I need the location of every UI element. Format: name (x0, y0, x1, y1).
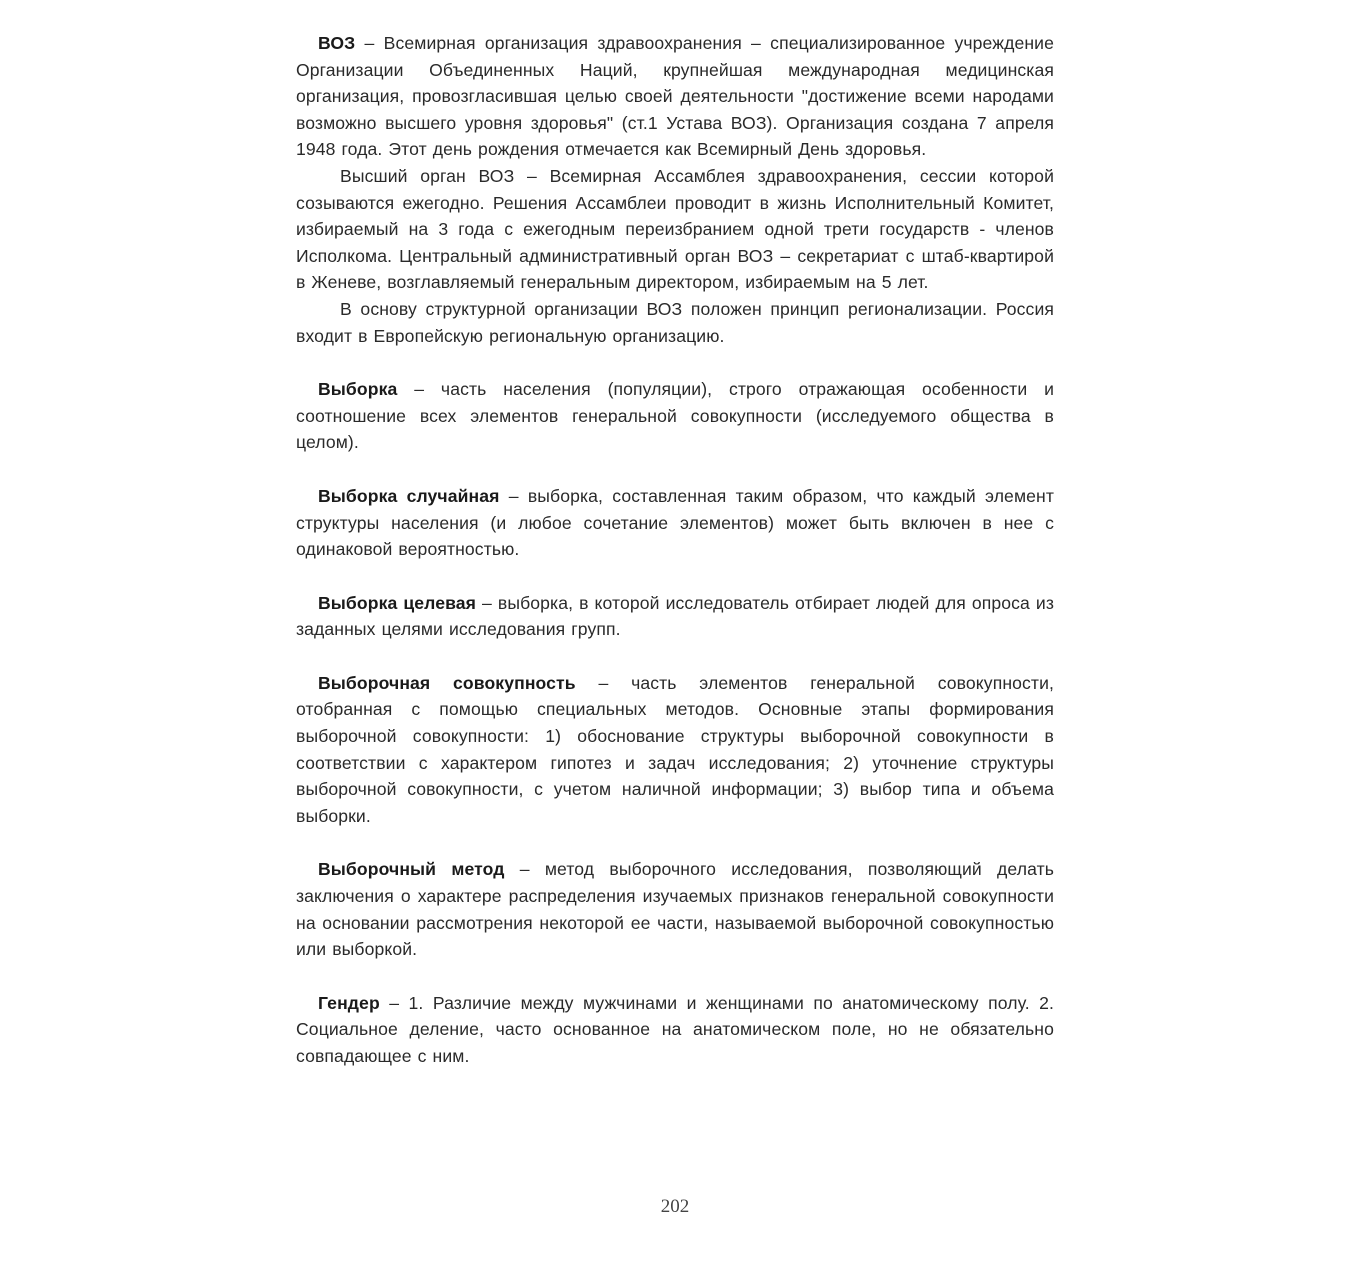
entry-term: Выборочный метод (318, 859, 505, 880)
spacer (296, 643, 1054, 670)
entry-definition: – часть элементов генеральной совокупности, отобранная с помощью специальных методов. Основные этапы формирования выборочной совокупности: 1) обоснование структуры выборочной совокупности в соответствии с характером гипотез и задач исследования; 2) уточнение структуры выборочной совокупности, с учетом наличной информации; 3) выбор типа и объема выборки. (296, 672, 1054, 826)
entry-definition: – метод выборочного исследования, позволяющий делать заключения о характере распределения изучаемых признаков генеральной совокупности на основании рассмотрения некоторой ее части, называемой выборочной совокупностью или выборкой. (296, 859, 1054, 960)
entry-voz (296, 30, 1054, 163)
entry-vyborochnaya-sovokupnost (296, 670, 1054, 830)
entry-gender (296, 990, 1054, 1070)
spacer (296, 349, 1054, 376)
entry-definition: – Всемирная организация здравоохранения – специализированное учреждение Организации Объединенных Наций, крупнейшая международная медицинская организация, провозгласившая целью своей деятельности "достижение всеми народами возможно высшего уровня здоровья" (ст.1 Устава ВОЗ). Организация создана 7 апреля 1948 года. Этот день рождения отмечается как Всемирный День здоровья. (296, 33, 1054, 160)
entry-term: ВОЗ (318, 33, 356, 53)
spacer (296, 563, 1054, 590)
entry-definition: – выборка, в которой исследователь отбирает людей для опроса из заданных целями исследования групп. (296, 592, 1054, 640)
entry-voz-paragraph-3: В основу структурной организации ВОЗ положен принцип регионализации. Россия входит в Европейскую региональную организацию. (296, 298, 1054, 346)
entry-vyborochny-metod (296, 856, 1054, 962)
entry-term: Выборка целевая (318, 592, 477, 613)
entry-vyborka (296, 376, 1054, 456)
document-page (296, 30, 1054, 1070)
spacer (296, 963, 1054, 990)
entry-term: Выборка случайная (318, 485, 500, 506)
entry-definition: – часть населения (популяции), строго отражающая особенности и соотношение всех элементов генеральной совокупности (исследуемого общества в целом). (296, 379, 1054, 453)
spacer (296, 456, 1054, 483)
entry-vyborka-sluchaynaya (296, 483, 1054, 563)
entry-voz-paragraph-2: Высший орган ВОЗ – Всемирная Ассамблея здравоохранения, сессии которой созываются ежегодно. Решения Ассамблеи проводит в жизнь Исполнительный Комитет, избираемый на 3 года с ежегодным переизбранием одной трети государств - членов Исполкома. Центральный административный орган ВОЗ – секретариат с штаб-квартирой в Женеве, возглавляемый генеральным директором, избираемым на 5 лет. (296, 165, 1054, 293)
spacer (296, 829, 1054, 856)
entry-term: Выборка (318, 379, 398, 400)
entry-definition: – 1. Различие между мужчинами и женщинами по анатомическому полу. 2. Социальное деление, часто основанное на анатомическом поле, но не обязательно совпадающее с ним. (296, 992, 1054, 1066)
entry-vyborka-tselevaya (296, 590, 1054, 643)
entry-definition: – выборка, составленная таким образом, что каждый элемент структуры населения (и любое сочетание элементов) может быть включен в нее с одинаковой вероятностью. (296, 485, 1055, 560)
entry-term: Выборочная совокупность (318, 672, 576, 693)
page-number: 202 (660, 1196, 690, 1217)
entry-term: Гендер (318, 992, 380, 1013)
